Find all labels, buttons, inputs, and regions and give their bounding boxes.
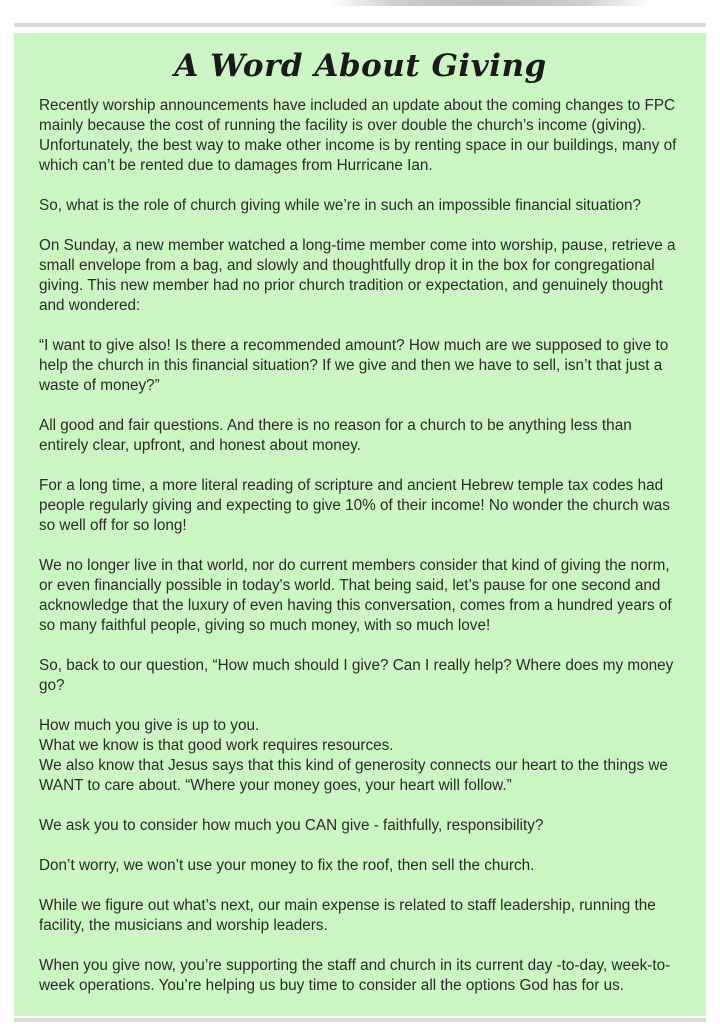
paragraph: We also know that Jesus says that this kind of generosity connects our heart to the things we WANT to care about. “Where your money goes, your heart will follow.” xyxy=(39,757,668,794)
paragraph: On Sunday, a new member watched a long-time member come into worship, pause, retrieve a small envelope from a bag, and slowly and thoughtfully drop it in the box for congregational giving. This new member had no prior church tradition or expectation, and genuinely thought and wondered: xyxy=(39,237,676,314)
article-panel xyxy=(14,33,706,1016)
article-body xyxy=(39,96,682,996)
paragraph: “I want to give also! Is there a recommended amount? How much are we supposed to give to help the church in this financial situation? If we give and then we have to sell, isn’t that just a waste of money?” xyxy=(39,337,669,394)
article-title: A Word About Giving xyxy=(174,48,547,84)
paragraph: Don’t worry, we won’t use your money to fix the roof, then sell the church. xyxy=(39,857,535,874)
paragraph: All good and fair questions. And there is no reason for a church to be anything less than entirely clear, upfront, and honest about money. xyxy=(39,417,632,454)
paragraph: While we figure out what’s next, our main expense is related to staff leadership, running the facility, the musicians and worship leaders. xyxy=(39,897,656,934)
previous-image-edge xyxy=(330,0,650,6)
paragraph: We ask you to consider how much you CAN give - faithfully, responsibility? xyxy=(39,817,544,834)
bottom-divider xyxy=(14,1018,706,1022)
section-divider xyxy=(14,23,706,27)
paragraph: What we know is that good work requires resources. xyxy=(39,737,394,754)
paragraph: We no longer live in that world, nor do current members consider that kind of giving the norm, or even financially possible in today's world. That being said, let’s pause for one second and acknowledge that the luxury of even having this conversation, comes from a hundred years of so many faithful people, giving so much money, with so much love! xyxy=(39,557,672,634)
paragraph: Recently worship announcements have included an update about the coming changes to FPC mainly because the cost of running the facility is over double the church’s income (giving). Unfortunately, the best way to make other income is by renting space in our buildings, many of which can’t be rented due to damages from Hurricane Ian. xyxy=(39,97,677,174)
paragraph: So, back to our question, “How much should I give? Can I really help? Where does my money go? xyxy=(39,657,674,694)
paragraph: So, what is the role of church giving while we’re in such an impossible financial situation? xyxy=(39,197,641,214)
paragraph: For a long time, a more literal reading of scripture and ancient Hebrew temple tax codes had people regularly giving and expecting to give 10% of their income! No wonder the church was so well off for so long! xyxy=(39,477,670,534)
paragraph: When you give now, you’re supporting the staff and church in its current day -to-day, week-to-week operations. You’re helping us buy time to consider all the options God has for us. xyxy=(39,957,671,994)
paragraph: How much you give is up to you. xyxy=(39,717,260,734)
